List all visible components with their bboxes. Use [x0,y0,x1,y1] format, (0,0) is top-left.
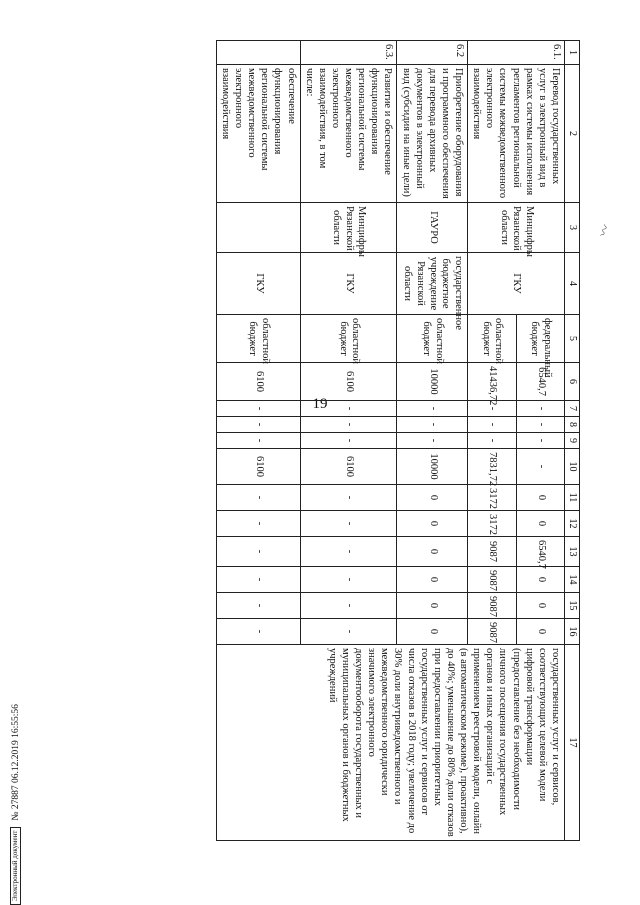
amount-cell-c12: - [300,511,397,537]
row-number-cell: 6.1. [468,41,565,65]
amount-cell-c15: - [300,593,397,619]
funding-source-cell: областной бюджет [216,315,300,363]
document-footer [10,704,21,905]
budget-table [216,40,580,841]
column-header-cell: 9 [565,433,580,449]
amount-cell-c16: 0 [516,619,564,645]
column-header-cell: 6 [565,363,580,401]
amount-cell-c13: - [300,537,397,567]
amount-cell-c9: - [216,433,300,449]
amount-cell-c11: - [216,485,300,511]
amount-cell-c6: 6100 [216,363,300,401]
amount-cell-c14: 0 [397,567,468,593]
amount-cell-c7: - [397,401,468,417]
column-header-cell: 10 [565,449,580,485]
executor-cell [216,203,300,253]
column-header-cell: 11 [565,485,580,511]
amount-cell-c10: 10000 [397,449,468,485]
amount-cell-c14: 0 [516,567,564,593]
amount-cell-c16: 0 [397,619,468,645]
amount-cell-c15: - [216,593,300,619]
recipient-cell: ГКУ [468,253,565,315]
row-number-cell: 6.3. [300,41,397,65]
column-header-cell: 14 [565,567,580,593]
amount-cell-c6: 6100 [300,363,397,401]
funding-source-cell: федеральный бюджет [516,315,564,363]
recipient-cell: государственное бюджетное учреждение Рязанской области [397,253,468,315]
page-number: 19 [312,396,328,412]
amount-cell-c8: - [516,417,564,433]
amount-cell-c14: 9087 [468,567,516,593]
amount-cell-c15: 0 [397,593,468,619]
executor-cell: Минцифры Рязанской области [300,203,397,253]
amount-cell-c12: 0 [397,511,468,537]
amount-cell-c16: - [216,619,300,645]
amount-cell-c11: 0 [397,485,468,511]
amount-cell-c9: - [468,433,516,449]
amount-cell-c12: - [216,511,300,537]
funding-source-cell: областной бюджет [397,315,468,363]
amount-cell-c11: 0 [516,485,564,511]
amount-cell-c9: - [516,433,564,449]
column-header-cell: 16 [565,619,580,645]
amount-cell-c15: 9087 [468,593,516,619]
amount-cell-c9: - [300,433,397,449]
recipient-cell: ГКУ [300,253,397,315]
amount-cell-c16: - [300,619,397,645]
amount-cell-c8: - [216,417,300,433]
amount-cell-c14: - [300,567,397,593]
target-indicators-cell: государственных услуг и сервисов, соответствующих целевой модели цифровой трансформации (предоставление без необходимости личного посещения государственных органов и иных организаций с применением реестровой модели, онлайн (в автоматическом режиме), проактивно), до 40%; уменьшение до 80% доли отказов при предоставлении приоритетных государственных услуг и сервисов от числа отказов в 2018 году; увеличение до 30% доли внутриведомственного и межведомственного юридически значимого электронного документооборота государственных и муниципальных органов и бюджетных учреждений [216,645,564,841]
amount-cell-c11: - [300,485,397,511]
row-number-cell: 6.2 [397,41,468,65]
amount-cell-c6: 10000 [397,363,468,401]
amount-cell-c7: - [468,401,516,417]
amount-cell-c7: - [300,401,397,417]
column-header-cell: 7 [565,401,580,417]
amount-cell-c12: 3172 [468,511,516,537]
amount-cell-c12: 0 [516,511,564,537]
amount-cell-c11: 3172 [468,485,516,511]
column-header-cell: 3 [565,203,580,253]
amount-cell-c13: - [216,537,300,567]
amount-cell-c6: 6540,7 [516,363,564,401]
column-header-cell: 17 [565,645,580,841]
executor-cell: Минцифры Рязанской области [468,203,565,253]
amount-cell-c15: 0 [516,593,564,619]
measure-name-cell: обеспечение функционирования региональной системы межведомственного электронного взаимодействия [216,65,300,203]
measure-name-cell: Развитие и обеспечение функционирования региональной системы межведомственного электронного взаимодействия, в том числе: [300,65,397,203]
column-header-cell: 1 [565,41,580,65]
recipient-cell: ГКУ [216,253,300,315]
amount-cell-c10: 6100 [216,449,300,485]
column-header-cell: 8 [565,417,580,433]
column-number-row [565,41,580,841]
e-document-stamp: Электронный документ [10,827,21,905]
amount-cell-c6: 41436,72 [468,363,516,401]
amount-cell-c7: - [516,401,564,417]
column-header-cell: 4 [565,253,580,315]
measure-name-cell: Приобретение оборудования и программного обеспечения для перевода архивных документов в электронный вид (субсидия на иные цели) [397,65,468,203]
amount-cell-c14: - [216,567,300,593]
funding-source-cell: областной бюджет [300,315,397,363]
amount-cell-c10: 7831,72 [468,449,516,485]
column-header-cell: 2 [565,65,580,203]
executor-cell: ГАУРО [397,203,468,253]
column-header-cell: 15 [565,593,580,619]
amount-cell-c7: - [216,401,300,417]
column-header-cell: 13 [565,537,580,567]
registration-number: № 27887 06.12.2019 16:55:56 [10,704,21,821]
amount-cell-c8: - [468,417,516,433]
column-header-cell: 12 [565,511,580,537]
amount-cell-c10: 6100 [300,449,397,485]
amount-cell-c8: - [397,417,468,433]
table-row [516,41,564,841]
measure-name-cell: Перевод государственных услуг в электронный вид в рамках системы исполнения регламентов региональной системы межведомственного электронного взаимодействия [468,65,565,203]
amount-cell-c16: 9087 [468,619,516,645]
amount-cell-c13: 6540,7 [516,537,564,567]
column-header-cell: 5 [565,315,580,363]
amount-cell-c13: 9087 [468,537,516,567]
row-number-cell [216,41,300,65]
rotated-table-container [60,40,580,840]
amount-cell-c10: - [516,449,564,485]
amount-cell-c8: - [300,417,397,433]
amount-cell-c13: 0 [397,537,468,567]
funding-source-cell: областной бюджет [468,315,516,363]
amount-cell-c9: - [397,433,468,449]
handwritten-signature-mark: 〰 [595,222,614,239]
